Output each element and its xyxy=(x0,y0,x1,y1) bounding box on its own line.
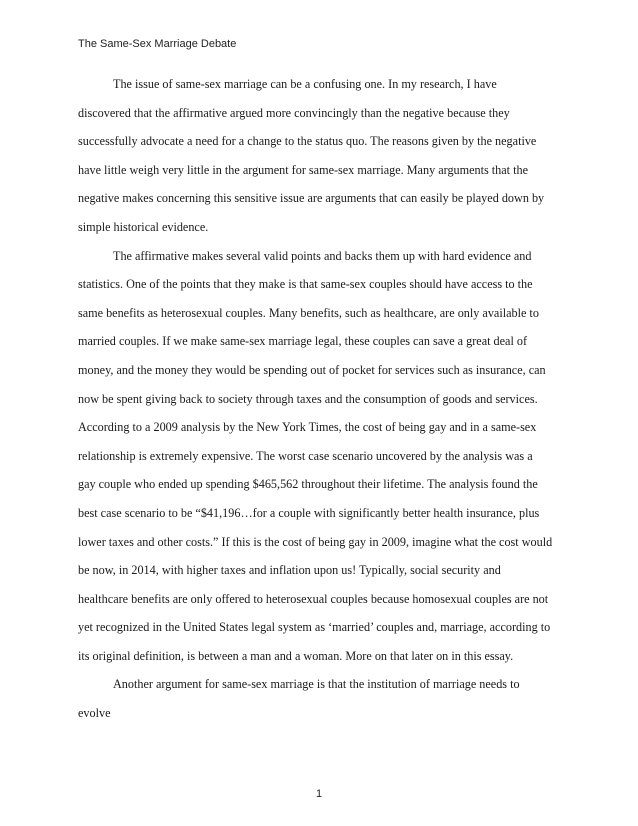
text-line: healthcare benefits are only offered to heterosexual couples because homosexual couples are not xyxy=(78,591,549,606)
paragraph xyxy=(78,70,568,242)
text-line: relationship is extremely expensive. The worst case scenario uncovered by the analysis was a xyxy=(78,448,533,463)
text-line: yet recognized in the United States legal system as ‘married’ couples and, marriage, according to xyxy=(78,620,551,635)
paragraph xyxy=(78,670,568,727)
text-line: successfully advocate a need for a change to the status quo. The reasons given by the negative xyxy=(78,134,537,149)
text-line: discovered that the affirmative argued more convincingly than the negative because they xyxy=(78,105,510,120)
text-line: evolve xyxy=(78,706,111,721)
page-number: 1 xyxy=(315,788,323,800)
text-line: be now, in 2014, with higher taxes and inflation upon us! Typically, social security and xyxy=(78,563,501,578)
body-text xyxy=(78,70,568,728)
text-line: lower taxes and other costs.” If this is the cost of being gay in 2009, imagine what the cost would xyxy=(78,534,553,549)
text-line: now be spent giving back to society through taxes and the consumption of goods and services. xyxy=(78,391,538,406)
text-line: According to a 2009 analysis by the New York Times, the cost of being gay and in a same-sex xyxy=(78,420,537,435)
running-header: The Same-Sex Marriage Debate xyxy=(78,38,237,50)
text-line: gay couple who ended up spending $465,562 throughout their lifetime. The analysis found the xyxy=(78,477,538,492)
text-line: have little weigh very little in the argument for same-sex marriage. Many arguments that the xyxy=(78,162,529,177)
text-line: best case scenario to be “$41,196…for a couple with significantly better health insurance, plus xyxy=(78,505,540,520)
text-line: statistics. One of the points that they make is that same-sex couples should have access to the xyxy=(78,277,533,292)
text-line: same benefits as heterosexual couples. Many benefits, such as healthcare, are only available to xyxy=(78,305,539,320)
paragraph xyxy=(78,242,568,671)
text-line: its original definition, is between a man and a woman. More on that later on in this essay. xyxy=(78,648,514,663)
text-line: The issue of same-sex marriage can be a confusing one. In my research, I have xyxy=(113,77,497,91)
text-line: married couples. If we make same-sex marriage legal, these couples can save a great deal of xyxy=(78,334,528,349)
text-line: Another argument for same-sex marriage is that the institution of marriage needs to xyxy=(113,677,520,692)
text-line: negative makes concerning this sensitive issue are arguments that can easily be played down by xyxy=(78,191,545,206)
text-line: simple historical evidence. xyxy=(78,219,209,234)
text-line: The affirmative makes several valid points and backs them up with hard evidence and xyxy=(113,248,532,263)
text-line: money, and the money they would be spending out of pocket for services such as insurance, can xyxy=(78,362,546,377)
